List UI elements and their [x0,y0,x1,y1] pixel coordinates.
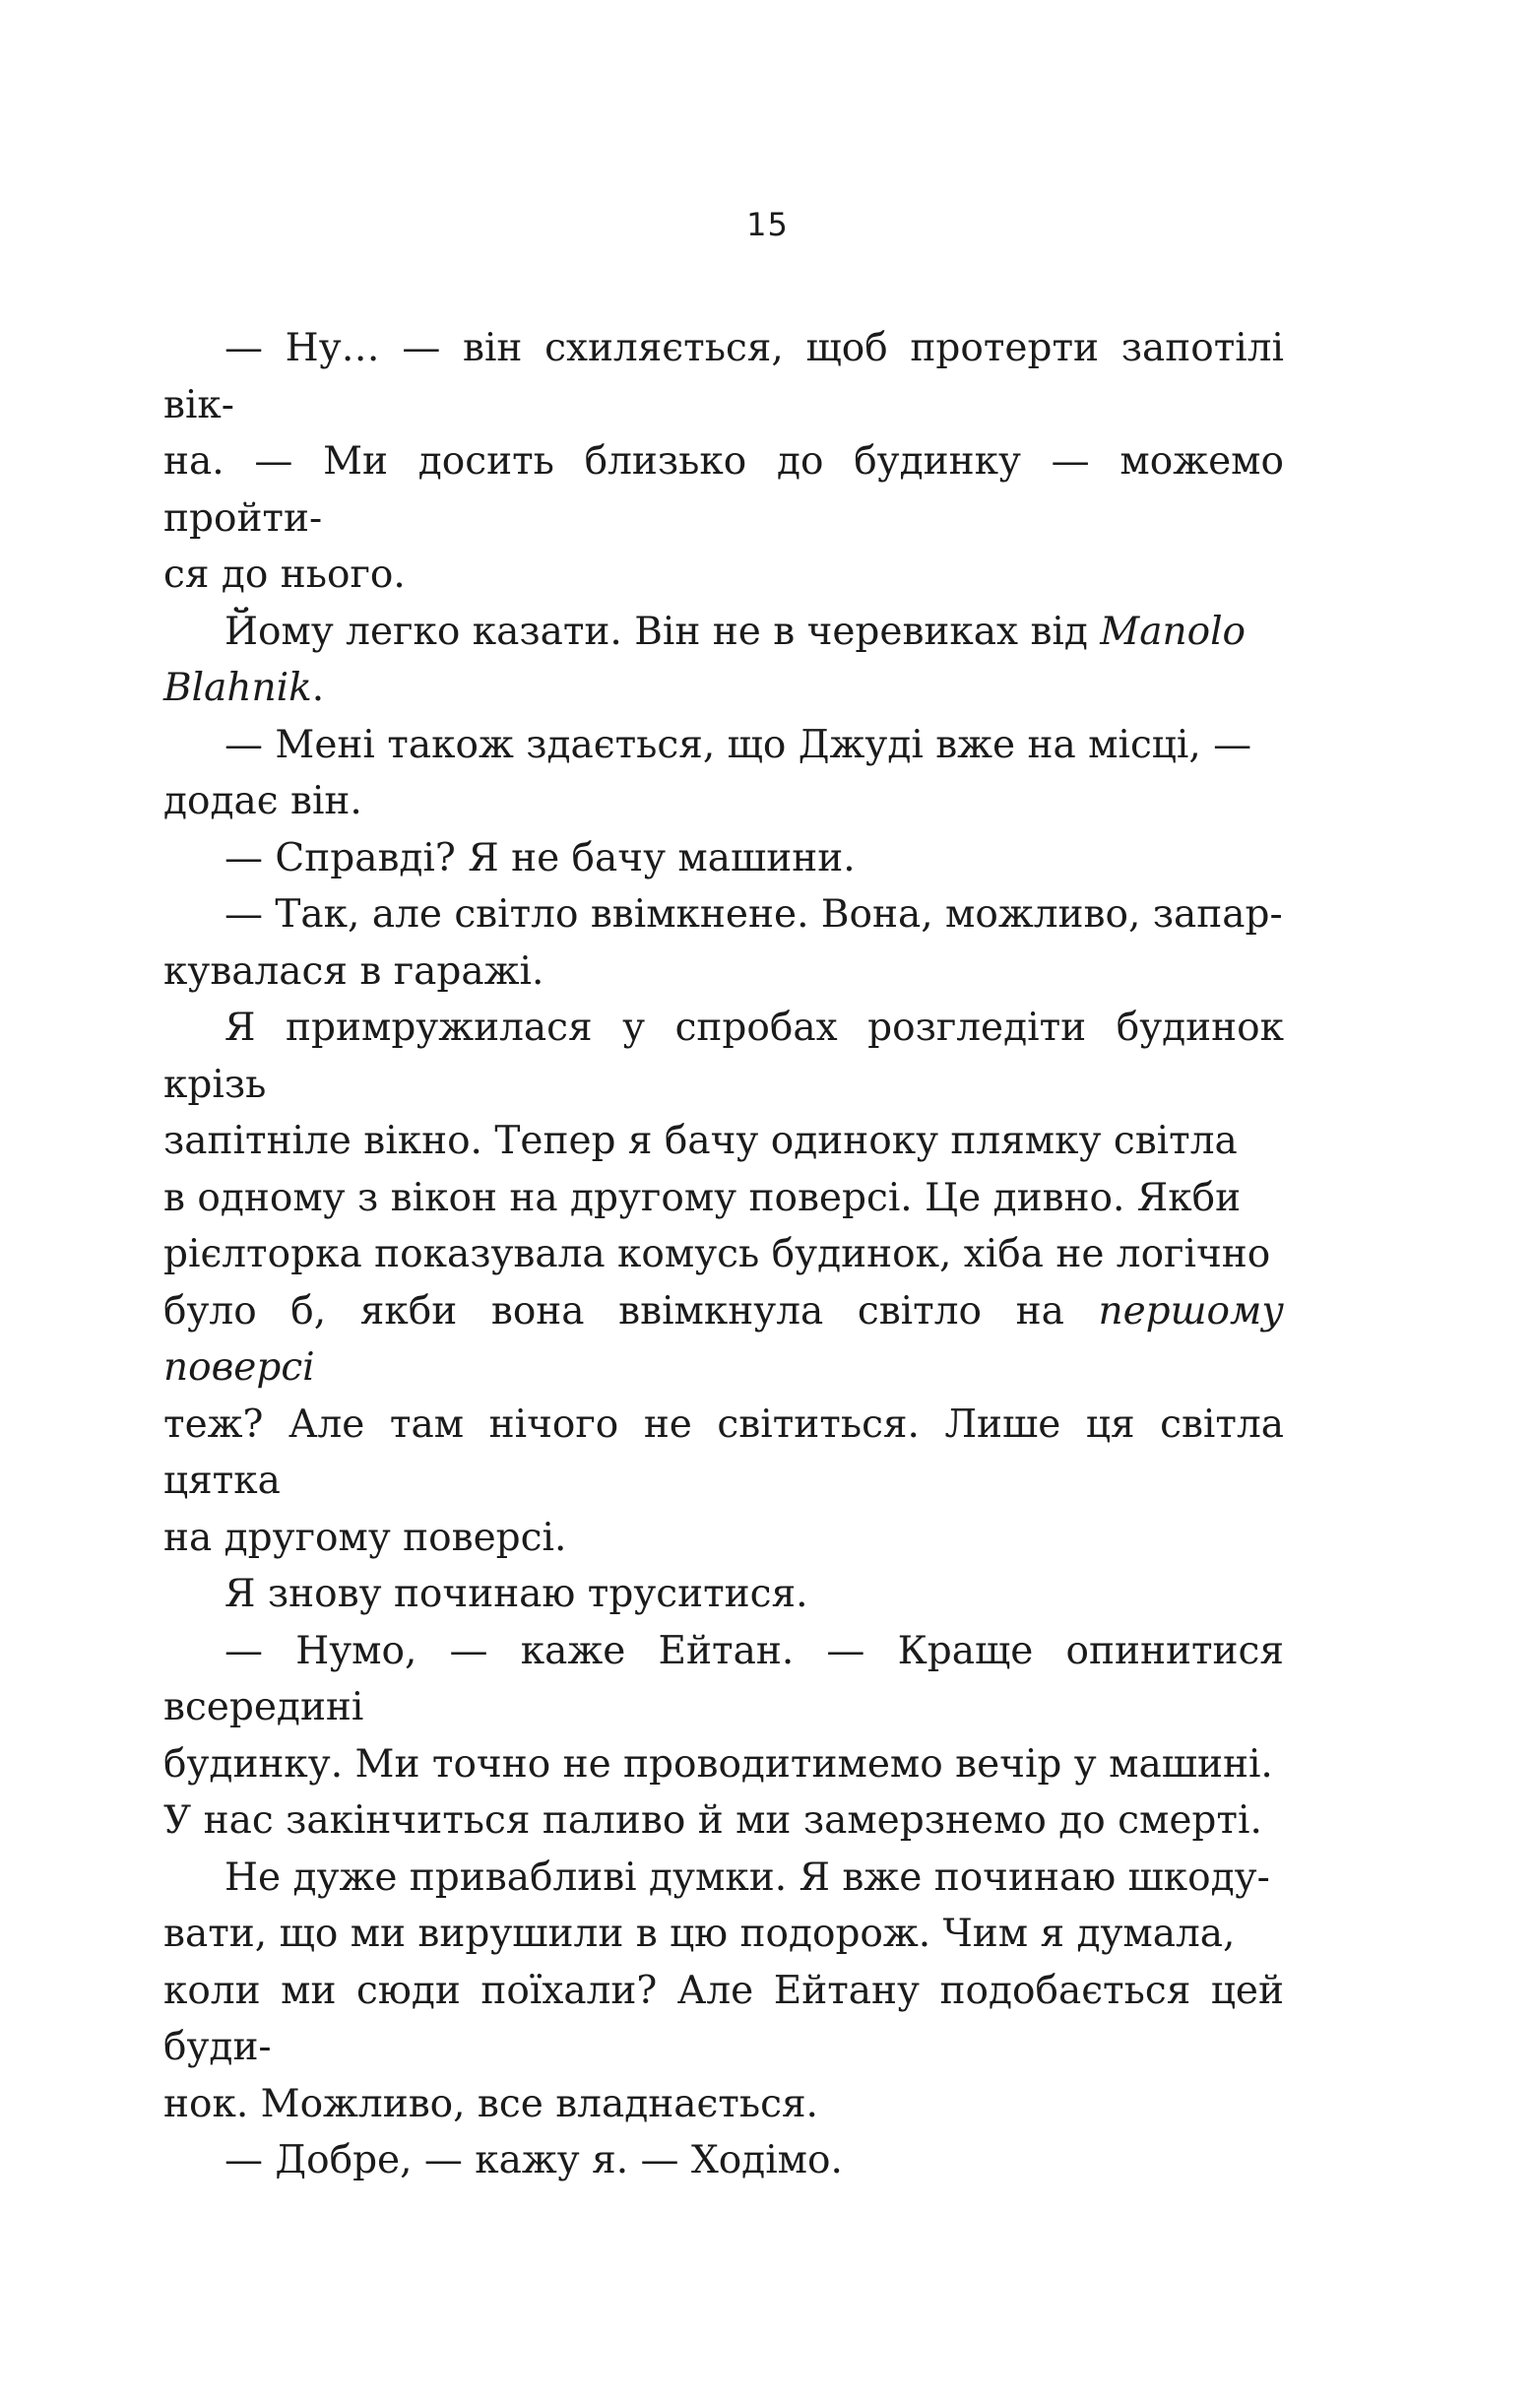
text-run: . [311,666,325,710]
paragraph [163,604,1284,717]
paragraph [163,1623,1284,1850]
paragraph [163,1000,1284,1566]
text-run: — Нумо, — каже Ейтан. — Краще опинитися всередині будинку. Ми точно не проводитимемо вечір у машині. У нас закінчиться паливо й ми замерзнемо до смерті. [163,1628,1284,1843]
text-run: теж? Але там нічого не світиться. Лише ця світла цятка на другому поверсі. [163,1401,1284,1560]
italic-text-run: Manolo Blahnik [163,609,1247,710]
text-run: — Ну… — він схиляється, щоб протерти запотілі вік- на. — Ми досить близько до будинку — можемо пройти- ся до нього. [163,326,1284,597]
text-run: Я примружилася у спробах розгледіти будинок крізь запітніле вікно. Тепер я бачу одиноку плямку світла в одному з вікон на другому поверсі. Це дивно. Якби рієлторка показувала комусь будинок, хіба не логічно було б, якби вона ввімкнула світло на [163,1006,1284,1334]
paragraph [163,2132,1284,2189]
paragraph [163,1850,1284,2133]
text-run: — Добре, — кажу я. — Ходімо. [224,2138,843,2182]
paragraph [163,1566,1284,1623]
body-text [163,320,1284,2189]
italic-text-run: першому поверсі [163,1288,1284,1390]
page-number: 15 [746,206,789,243]
paragraph [163,830,1284,887]
text-run: — Справді? Я не бачу машини. [224,835,856,880]
paragraph [163,320,1284,604]
paragraph [163,717,1284,830]
text-run: — Мені також здається, що Джуді вже на місці, — додає він. [163,722,1252,823]
text-run: Йому легко казати. Він не в черевиках від [224,609,1101,654]
text-run: — Так, але світло ввімкнене. Вона, можливо, запар- кувалася в гаражі. [163,892,1283,994]
text-run: Не дуже привабливі думки. Я вже починаю шкоду- вати, що ми вирушили в цю подорож. Чим я думала, коли ми сюди поїхали? Але Ейтану подобається цей буди- нок. Можливо, все владнається. [163,1855,1284,2126]
paragraph [163,886,1284,1000]
text-run: Я знову починаю труситися. [224,1572,808,1616]
